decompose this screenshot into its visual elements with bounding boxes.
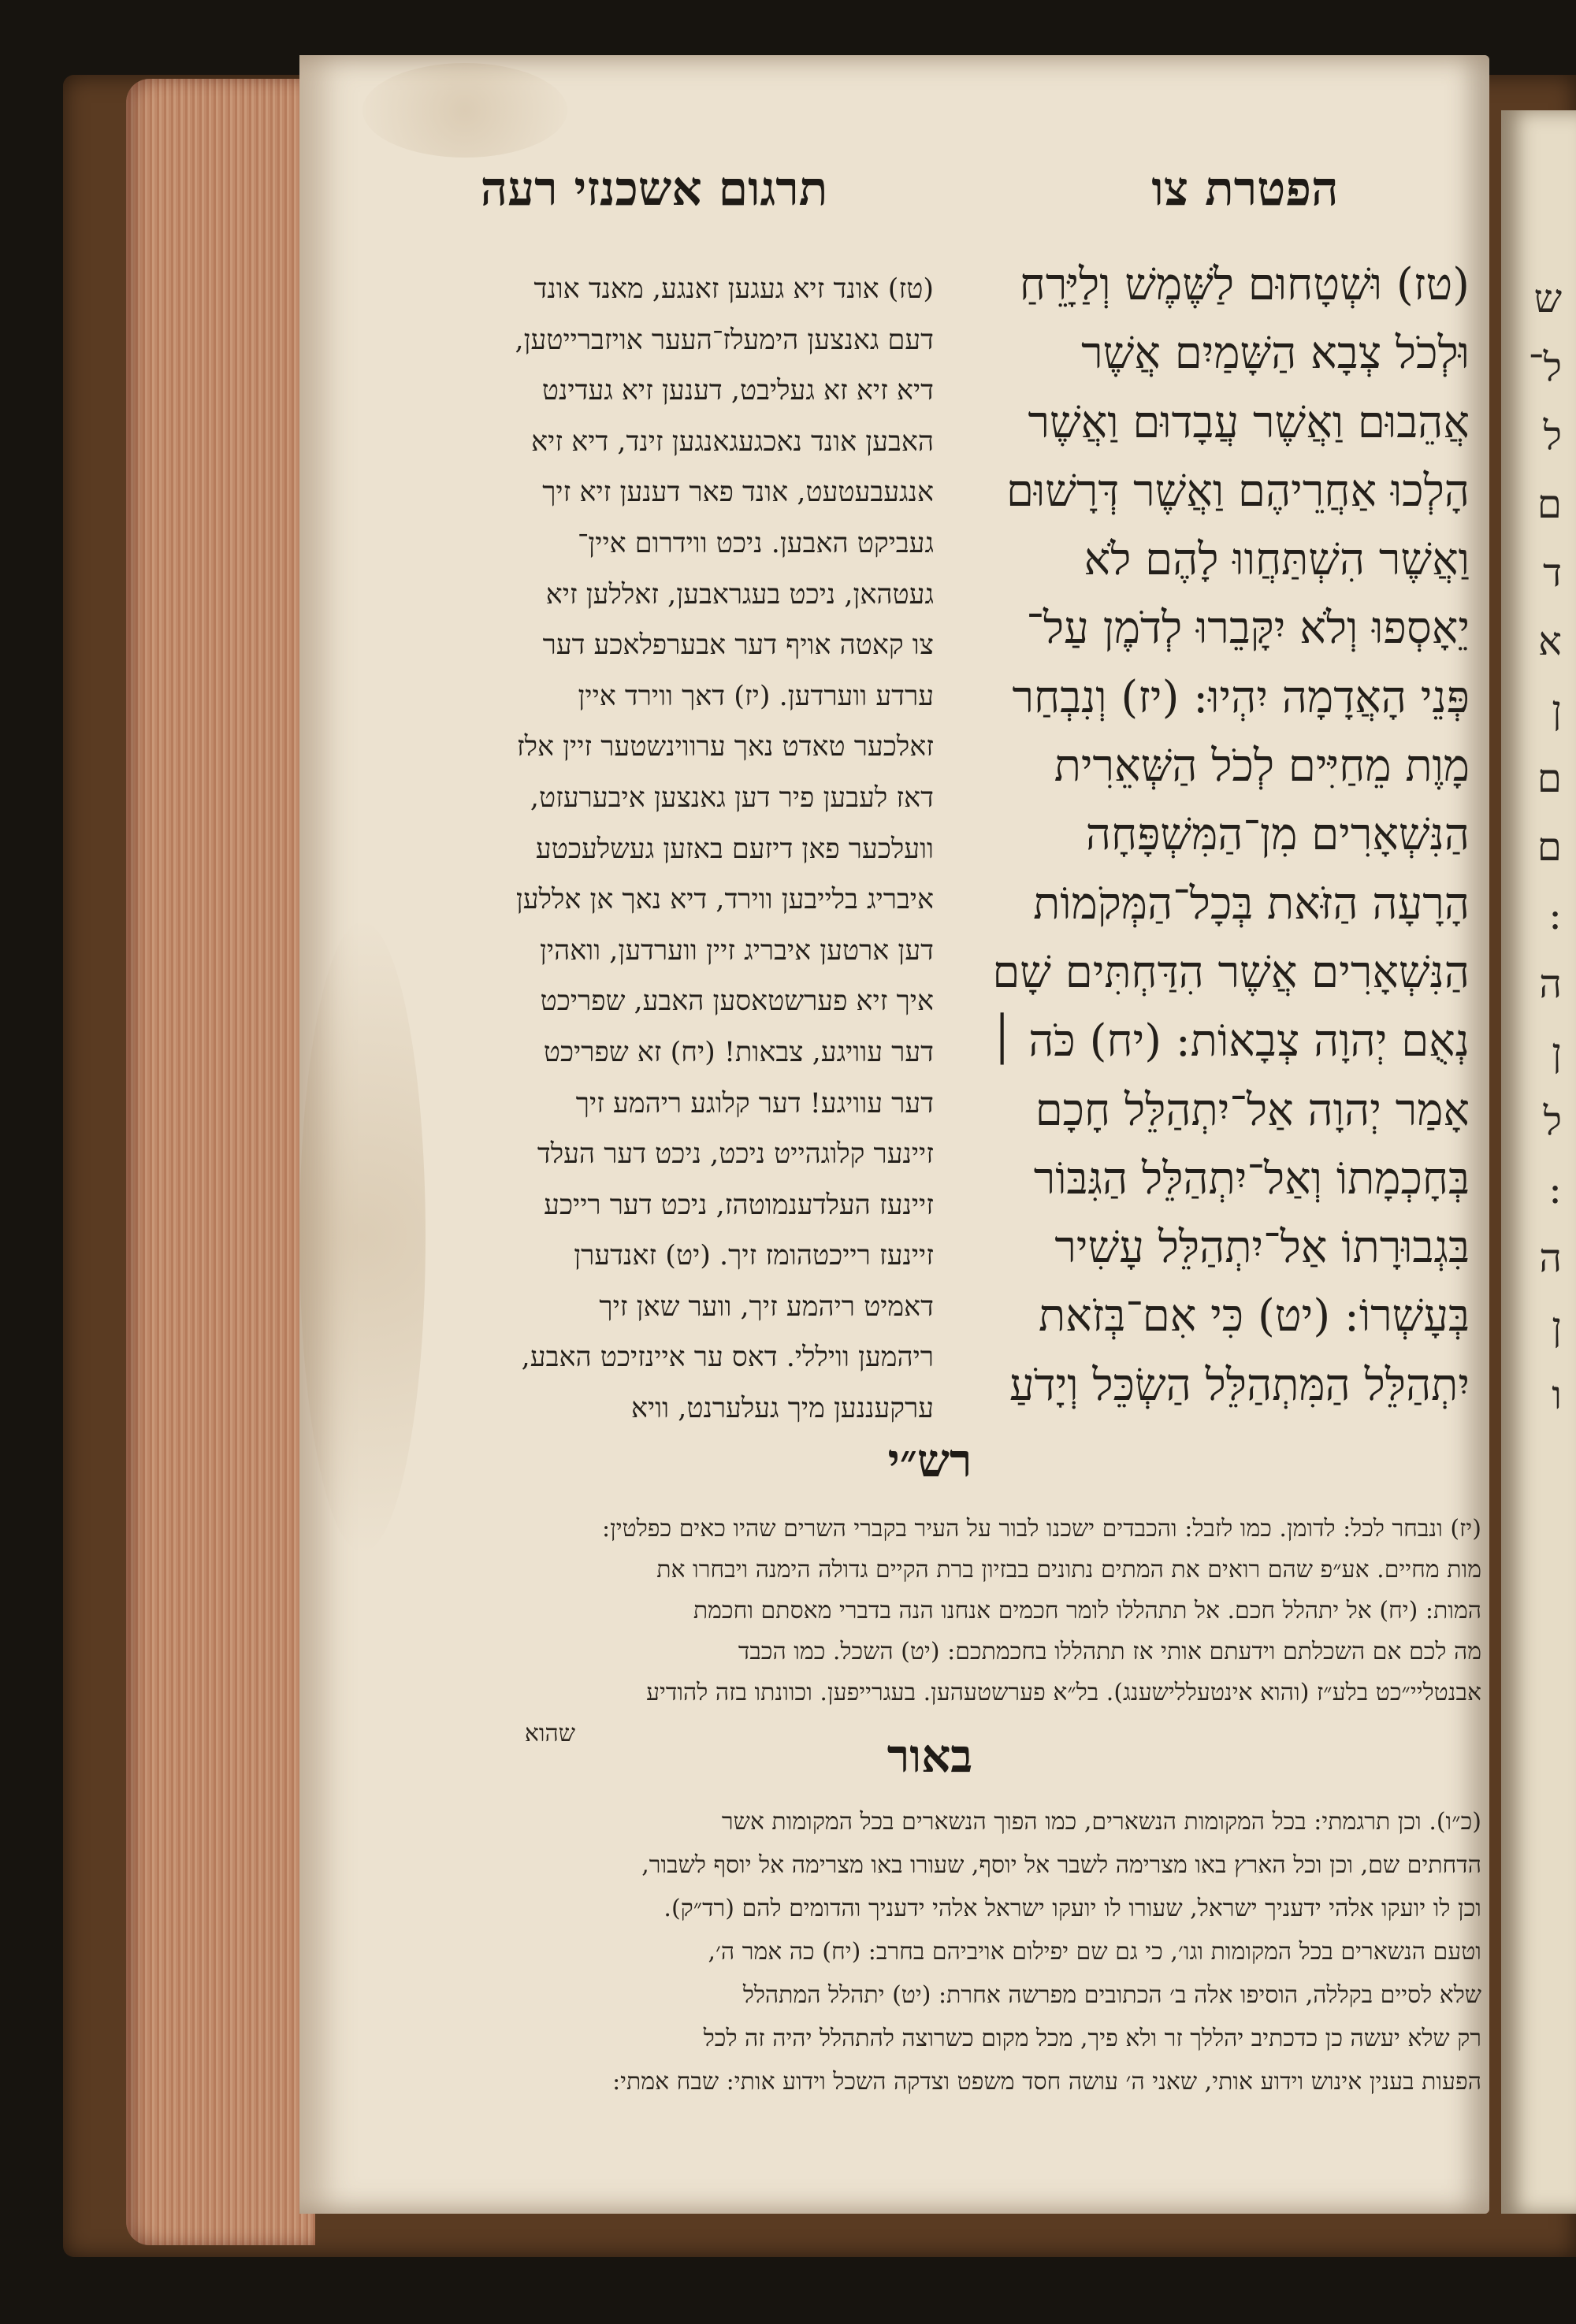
next-page-fragment: : [1548, 893, 1562, 938]
main-line: בְּעָשְׁרוֹ: (יט) כִּי אִם־בְּזֹאת [1038, 1290, 1470, 1342]
translation-line: געטהאן, ניכט בעגראבען, זאללען זיא [545, 578, 934, 611]
main-line: הָלְכוּ אַחֲרֵיהֶם וַאֲשֶׁר דְּרָשׁוּם [1005, 465, 1470, 517]
paper-stain [299, 922, 426, 1552]
main-line: (טז) וּשְׁטָחוּם לַשֶּׁמֶשׁ וְלַיָּרֵחַ [1019, 259, 1470, 310]
next-page-fragment: ם [1537, 481, 1562, 527]
main-line: מָוֶת מֵחַיִּים לְכֹל הַשְּׁאֵרִית [1054, 741, 1470, 793]
translation-line: דער עוויגע, צבאות! (יח) זא שפריכט [543, 1036, 934, 1068]
biur-commentary [406, 1800, 1481, 2103]
translation-line: אנגעבעטעט, אונד פאר דענען זיא זיך [542, 477, 934, 509]
paper-stain [362, 63, 567, 158]
next-page-fragment: ה [1539, 961, 1562, 1007]
next-page-fragment: ן [1552, 1304, 1562, 1349]
biur-heading: באור [886, 1729, 973, 1783]
translation-line: איבריג בלייבען ווירד, דיא נאך אן אללען [515, 884, 934, 916]
next-page-fragment: : [1548, 1167, 1562, 1212]
rashi-line: (יז) ונבחר לכל: לדומן. כמו לזבל: והכבדים ישכנו לבור על העיר בקברי השרים שהיו כאים כפלטין: [602, 1515, 1481, 1543]
translation-line: זיינער קלוגהייט ניכט, ניכט דער העלד [537, 1138, 934, 1171]
translation-line: דעם גאנצען הימעלז־העער אויזברייטען, [515, 324, 934, 356]
main-line: אֲהֵבוּם וַאֲשֶׁר עֲבָדוּם וַאֲשֶׁר [1028, 396, 1470, 448]
main-line: יִתְהַלֵּל הַמִּתְהַלֵּל הַשְׂכֵּל וְיָדֹעַ [1009, 1359, 1470, 1411]
translation-line: דען ארטען איבריג זיין ווערדען, וואהין [540, 934, 934, 967]
biur-line: הפעות בענין אינוש וידוע אותי, שאני ה׳ עושה חסד משפט וצדקה השכל וידוע אותי: שבח אמתי: [612, 2068, 1481, 2096]
translation-line: ערדע ווערדען. (יז) דאך ווירד איין [578, 680, 934, 712]
next-page-fragment: ש [1533, 276, 1562, 321]
biur-line: שלא לסיים בקללה, הוסיפו אלה ב׳ הכתובים מפרשה אחרת: (יט) יתהלל המתהלל [742, 1981, 1481, 2009]
rashi-line: מה לכם אם השכלתם וידעתם אותי אז תתהללו בחכמתכם: (יט) השכל. כמו הכבד [738, 1638, 1481, 1665]
next-page-fragment: ם [1537, 824, 1562, 870]
biur-line: רק שלא יעשה כן כדכתיב יהללך זר ולא פיך, מכל מקום כשרוצה להתהלל יהיה זה לכל [703, 2025, 1481, 2052]
translation-line: דאמיט ריהמע זיך, ווער שאן זיך [599, 1290, 934, 1323]
biur-line: וכן לו יועקו אלהי ידעניך ישראל, שעורו לו יועקו ישראל אלהי ידעניך והדומים להם (רד״ק). [663, 1895, 1481, 1922]
page-title-haftarah: הפטרת צו [1151, 161, 1339, 217]
rashi-line: אבנטליי״כט בלע״ז (והוא אינטעללישענג). בל״א פערשטעהען. בעגרייפען. וכוונתו בזה להודיע [646, 1679, 1481, 1706]
main-line: הַנִּשְׁאָרִים מִן־הַמִּשְׁפָּחָה [1085, 809, 1470, 861]
next-page-fragment: ן [1552, 687, 1562, 733]
rashi-line: שהוא [524, 1720, 575, 1747]
translation-line: האבען אונד נאכגעגאנגען זינד, דיא זיא [531, 425, 934, 458]
translation-line: דער עוויגע! דער קלוגע ריהמע זיך [575, 1087, 934, 1119]
page-title-translation: תרגום אשכנזי רעה [480, 161, 828, 217]
translation-line: וועלכער פאן דיזעם באזען געשלעכטע [535, 833, 934, 865]
main-line: בְּחָכְמָתוֹ וְאַל־יִתְהַלֵּל הַגִּבּוֹר [1033, 1153, 1470, 1205]
rashi-heading: רש״י [887, 1434, 972, 1487]
main-line: וּלְכֹל צְבָא הַשָּׁמַיִם אֲשֶׁר [1081, 328, 1470, 380]
next-page-edge [1501, 110, 1576, 2214]
translation-line: ערקעננען מיך געלערנט, וויא [631, 1393, 934, 1425]
translation-column [422, 264, 934, 1435]
translation-line: צו קאטה אויף דער אבערפלאכע דער [542, 629, 934, 662]
main-line: הָרָעָה הַזֹּאת בְּכָל־הַמְּקֹמוֹת [1033, 878, 1470, 930]
rashi-line: המות: (יח) אל יתהלל חכם. אל תתהללו לומר חכמים אנחנו הנה בדברי מאסתם וחכמת [693, 1597, 1481, 1624]
main-line: נְאֻם יְהוָה צְבָאוֹת: (יח) כֹּה ׀ [989, 1015, 1470, 1067]
rashi-line: מות מחיים. אע״פ שהם רואים את המתים נתונים בבזיון ברת הקיים גדולה הימנה ויבחרו את [656, 1556, 1481, 1583]
main-line: אָמַר יְהוָה אַל־יִתְהַלֵּל חָכָם [1035, 1084, 1470, 1136]
main-line: בִּגְבוּרָתוֹ אַל־יִתְהַלֵּל עָשִׁיר [1054, 1222, 1470, 1274]
next-page-fragment: ה [1539, 1235, 1562, 1281]
next-page-fragment: ד [1542, 550, 1562, 596]
main-line: וַאֲשֶׁר הִשְׁתַּחֲווּ לָהֶם לֹא [1084, 534, 1470, 586]
biur-line: וטעם הנשארים בכל המקומות וגו׳, כי גם שם יפילום אויביהם בחרב: (יח) כה אמר ה׳, [708, 1938, 1481, 1966]
hebrew-main-column [965, 251, 1470, 1420]
biur-line: (כ״ו). וכן תרגמתי: בכל המקומות הנשארים, כמו הפוך הנשארים בכל המקומות אשר [721, 1808, 1481, 1836]
next-page-fragment: ו [1552, 1372, 1562, 1418]
next-page-fragment: ן [1552, 1030, 1562, 1075]
next-page-fragment: א [1537, 618, 1562, 664]
translation-line: זאלכער טאדט נאך ערווינשטער זיין אלז [516, 731, 934, 763]
next-page-fragment: ל [1543, 413, 1562, 458]
translation-line: זיינעז העלדענמוטהז, ניכט דער רייכע [544, 1189, 934, 1221]
translation-line: (טז) אונד זיא געגען זאנגע, מאנד אונד [533, 273, 934, 305]
page-edges [126, 79, 315, 2245]
translation-line: ריהמען וויללי. דאס ער איינזיכט האבע, [521, 1342, 934, 1374]
translation-line: געביקט האבען. ניכט ווידרום איין־ [577, 527, 934, 559]
translation-line: איך זיא פערשטאסען האבע, שפריכט [540, 986, 934, 1018]
next-page-fragment: ם [1537, 755, 1562, 801]
translation-line: דיא זיא זא געליבט, דענען זיא געדינט [541, 375, 934, 407]
main-line: פְּנֵי הָאֲדָמָה יִהְיוּ: (יז) וְנִבְחַר [1012, 671, 1470, 723]
biur-line: הדחתים שם, וכן וכל הארץ באו מצרימה לשבר אל יוסף, שעורו באו מצרימה אל יוסף לשבור, [641, 1851, 1481, 1879]
main-line: יֵאָסְפוּ וְלֹא יִקָּבֵרוּ לְדֹמֶן עַל־ [1026, 603, 1470, 655]
next-page-fragment: ל [1543, 1098, 1562, 1144]
next-page-fragment: ל־ [1528, 344, 1562, 390]
rashi-commentary [406, 1509, 1481, 1754]
translation-line: דאז לעבען פיר דען גאנצען איבערעזט, [530, 781, 934, 814]
translation-line: זיינעז רייכטהומז זיך. (יט) זאנדערן [574, 1240, 934, 1272]
main-line: הַנִּשְׁאָרִים אֲשֶׁר הִדַּחְתִּים שָׁם [992, 946, 1470, 998]
